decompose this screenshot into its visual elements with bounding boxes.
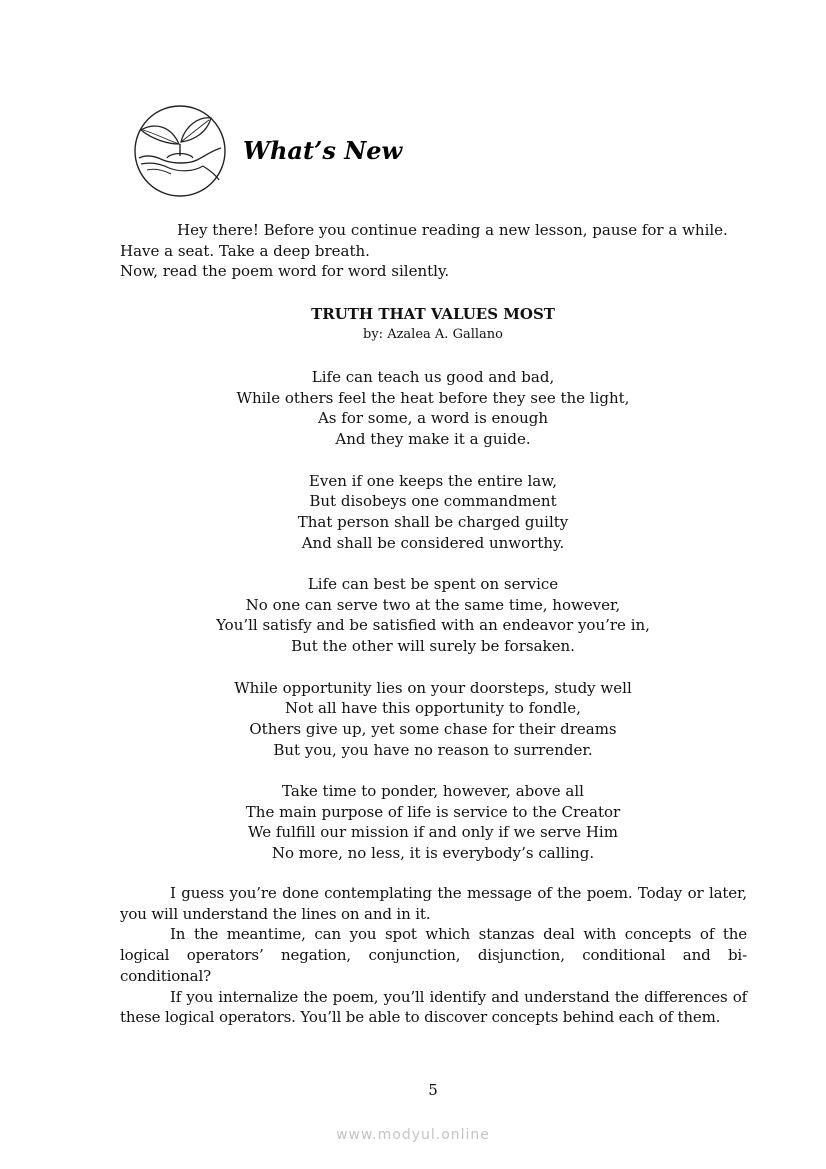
poem-line: That person shall be charged guilty (297, 512, 569, 531)
poem-line: As for some, a word is enough (317, 409, 549, 428)
closing-paragraphs (120, 883, 747, 1028)
closing-paragraph: I guess you’re done contemplating the message of the poem. Today or later, you will understand the lines on and in it. (120, 884, 747, 923)
poem-line: No one can serve two at the same time, however, (245, 595, 621, 614)
poem-line: You’ll satisfy and be satisfied with an endeavor you’re in, (216, 616, 650, 635)
poem-line: Even if one keeps the entire law, (308, 471, 558, 490)
page-number: 5 (428, 1081, 438, 1099)
poem-line: Others give up, yet some chase for their dreams (249, 719, 617, 738)
poem-line: But the other will surely be forsaken. (291, 637, 575, 656)
stanza-5 (120, 781, 746, 864)
poem-body (120, 367, 746, 885)
poem-line: The main purpose of life is service to the Creator (245, 802, 621, 821)
poem-line: While others feel the heat before they see the light, (236, 388, 630, 407)
closing-paragraph: If you internalize the poem, you’ll identify and understand the differences of these logical operators. You’ll be able to discover concepts behind each of them. (120, 987, 747, 1027)
watermark: www.modyul.online (336, 1127, 490, 1143)
poem-line: Life can teach us good and bad, (311, 368, 555, 386)
seedling-in-hand-icon (133, 104, 227, 198)
stanza-2 (120, 471, 746, 554)
poem-line: But disobeys one commandment (309, 492, 557, 511)
poem-line: While opportunity lies on your doorsteps, study well (234, 678, 632, 697)
stanza-4 (120, 678, 746, 761)
poem-line: But you, you have no reason to surrender. (273, 740, 593, 759)
poem-author: by: Azalea A. Gallano (363, 327, 503, 342)
poem-line: Life can best be spent on service (307, 575, 559, 593)
section-title: What’s New (243, 136, 403, 165)
poem-line: And they make it a guide. (335, 430, 531, 449)
intro-line: Hey there! Before you continue reading a new lesson, pause for a while. (177, 221, 728, 239)
poem-line: No more, no less, it is everybody’s calling. (271, 844, 595, 863)
intro-line: Now, read the poem word for word silently. (120, 262, 450, 281)
poem-line: We fulfill our mission if and only if we serve Him (248, 823, 618, 842)
poem-line: Not all have this opportunity to fondle, (285, 699, 581, 718)
intro-line: Have a seat. Take a deep breath. (120, 241, 370, 260)
intro-paragraph (120, 220, 728, 282)
stanza-3 (120, 574, 746, 657)
poem-title: TRUTH THAT VALUES MOST (311, 305, 555, 323)
poem-line: And shall be considered unworthy. (301, 533, 565, 552)
closing-paragraph: In the meantime, can you spot which stanzas deal with concepts of the logical operators’ negation, conjunction, disjunction, conditional and bi-conditional? (120, 925, 747, 985)
stanza-1 (120, 367, 746, 450)
poem-line: Take time to ponder, however, above all (282, 782, 584, 800)
